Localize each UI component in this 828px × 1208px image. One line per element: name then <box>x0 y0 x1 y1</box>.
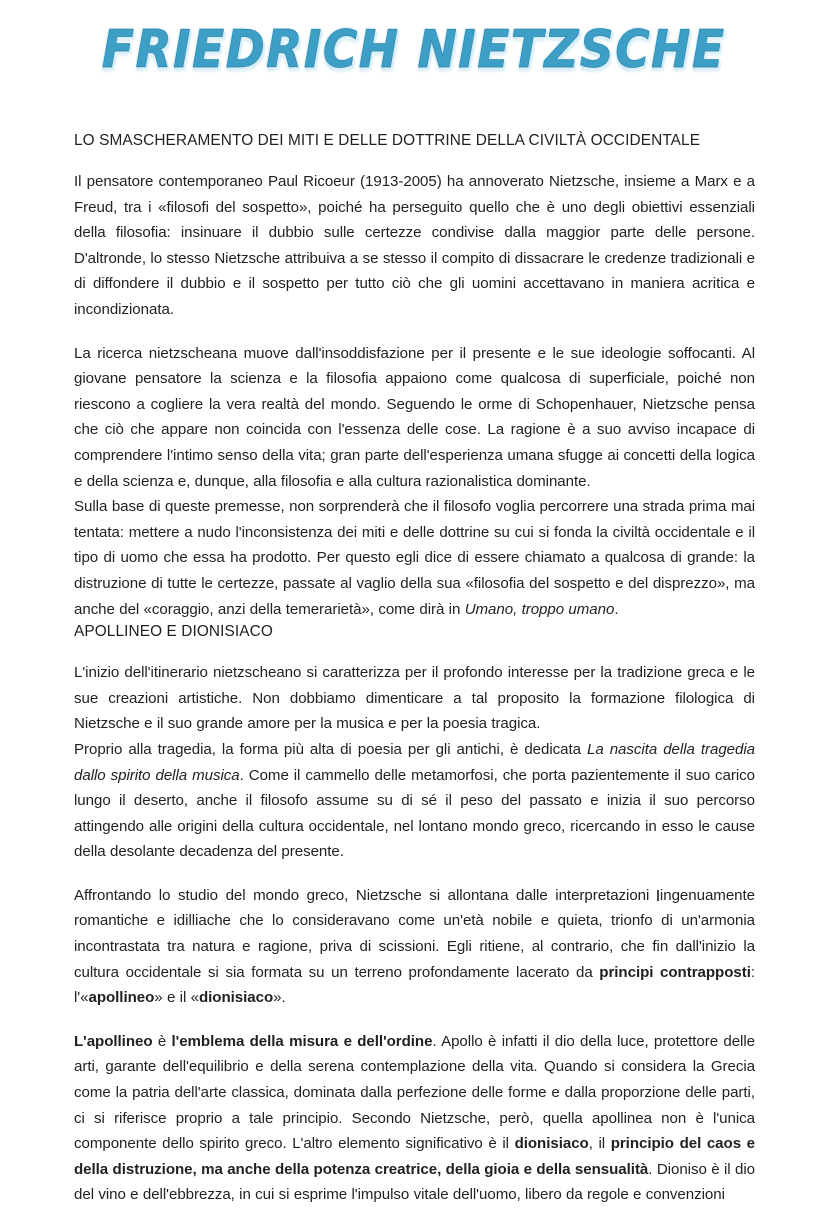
paragraph-ricoeur: Il pensatore contemporaneo Paul Ricoeur (1913-2005) ha annoverato Nietzsche, insieme a Marx e a Freud, tra i «filosofi del sospetto», poiché ha perseguito quello che è uno degli obiettivi essenziali della filosofia: insinuare il dubbio sulle certezze condivise dalla maggior parte delle persone. D'altronde, lo stesso Nietzsche attribuiva a se stesso il compito di dissacrare le credenze tradizionali e di diffondere il dubbio e il sospetto per tutto ciò che gli uomini accettavano in maniera acritica e incondizionata. <box>74 173 755 318</box>
book-title-nascita-della-tragedia: La nascita della tragedia dallo spirito della musica <box>74 740 755 784</box>
paragraph-apollineo-dionisiaco <box>74 1029 755 1208</box>
paragraph-greco-text-d: » e il « <box>154 989 199 1007</box>
emphasis-apollineo: apollineo <box>88 989 155 1007</box>
section-heading-smascheramento: LO SMASCHERAMENTO DEI MITI E DELLE DOTTRINE DELLA CIVILTÀ OCCIDENTALE <box>74 132 701 149</box>
paragraph-greco-text-c: : l'« <box>74 963 755 1007</box>
document-title-block <box>0 18 828 80</box>
paragraph-greco-text-e: ». <box>273 989 286 1007</box>
paragraph-apollineo-text-a: è <box>152 1032 172 1050</box>
emphasis-dionisiaco: dionisiaco <box>198 989 274 1007</box>
emphasis-lapollineo: L'apollineo <box>74 1032 153 1050</box>
emphasis-emblema-misura-ordine: l'emblema della misura e dell'ordine <box>171 1032 433 1050</box>
paragraph-apollineo-text-c: , il <box>588 1135 611 1153</box>
paragraph-tragedia-text-b: . Come il cammello delle metamorfosi, che porta pazientemente il suo carico lungo il deserto, anche il filosofo assume su di sé il peso del passato e inizia il suo percorso attingendo alle origini della cultura occidentale, nel lontano mondo greco, ricercando in esso le cause della desolante decadenza del presente. <box>74 766 755 861</box>
paragraph-sulla-base <box>74 494 755 622</box>
section-heading-apollineo-dionisiaco: APOLLINEO E DIONISIACO <box>74 623 273 641</box>
paragraph-apollineo-text-b: . Apollo è infatti il dio della luce, protettore delle arti, garante dell'equilibrio e della serena contemplazione della vita. Quando si considera la Grecia come la patria dell'arte classica, dominata dalla perfezione delle forme e dalla proporzione delle parti, ci si riferisce proprio a tale principio. Secondo Nietzsche, però, quella apollinea non è l'unica componente dello spirito greco. L'altro elemento significativo è il <box>74 1032 755 1153</box>
emphasis-dionisiaco-2: dionisiaco <box>514 1135 589 1153</box>
paragraph-ricerca-nietzscheana: La ricerca nietzscheana muove dall'insoddisfazione per il presente e le sue ideologie soffocanti. Al giovane pensatore la scienza e la filosofia appaiono come qualcosa di superficiale, poiché non riescono a cogliere la vera realtà del mondo. Seguendo le orme di Schopenhauer, Nietzsche pensa che ciò che appare non coincida con l'essenza delle cose. La ragione è a suo avviso incapace di comprendere l'intimo senso della vita; gran parte dell'esperienza umana sfugge ai concetti della logica e della scienza e, dunque, alla filosofia e alla cultura razionalistica dominante. <box>74 344 755 490</box>
paragraph-apollineo-text-d: . Dioniso è il dio del vino e dell'ebbrezza, in cui si esprime l'impulso vitale dell'uomo, libero da regole e convenzioni <box>74 1160 755 1204</box>
paragraph-greco-text-a: Affrontando lo studio del mondo greco, Nietzsche si allontana dalle interpretazioni <box>74 886 657 904</box>
paragraph-greco-text-b: ingenuamente romantiche e idilliache che lo consideravano come un'età nobile e quieta, trionfo di un'armonia incontrastata tra natura e ragione, priva di scissioni. Egli ritiene, al contrario, che fin dall'inizio la cultura occidentale si sia formata su un terreno profondamente lacerato da <box>74 886 755 981</box>
paragraph-sulla-base-text-b: . <box>614 600 619 618</box>
paragraph-tragedia-text-a: Proprio alla tragedia, la forma più alta di poesia per gli antichi, è dedicata <box>74 740 588 758</box>
paragraph-sulla-base-text-a: Sulla base di queste premesse, non sorprenderà che il filosofo voglia percorrere una strada prima mai tentata: mettere a nudo l'inconsistenza dei miti e delle dottrine su cui si fonda la civiltà occidentale e il tipo di uomo che essa ha prodotto. Per questo egli dice di essere chiamato a qualcosa di grande: la distruzione di tutte le certezze, passate al vaglio della sua «filosofia del sospetto e del disprezzo», ma anche del «coraggio, anzi della temerarietà», come dirà in <box>74 498 755 618</box>
document-body <box>74 131 755 1208</box>
scan-artifact-speck <box>657 890 659 901</box>
paragraph-mondo-greco <box>74 883 755 1011</box>
paragraph-proprio-alla-tragedia <box>74 737 755 865</box>
document-title: FRIEDRICH NIETZSCHE <box>102 18 726 80</box>
paragraph-inizio-itinerario: L'inizio dell'itinerario nietzscheano si caratterizza per il profondo interesse per la tradizione greca e le sue creazioni artistiche. Non dobbiamo dimenticare a tal proposito la formazione filologica di Nietzsche e il suo grande amore per la musica e per la poesia tragica. <box>74 664 755 733</box>
emphasis-principio-caos-distruzione: principio del caos e della distruzione, ma anche della potenza creatrice, della gioia e della sensualità <box>74 1135 755 1178</box>
emphasis-principi-contrapposti: principi contrapposti <box>599 963 751 981</box>
book-title-umano-troppo-umano: Umano, troppo umano <box>464 600 615 618</box>
